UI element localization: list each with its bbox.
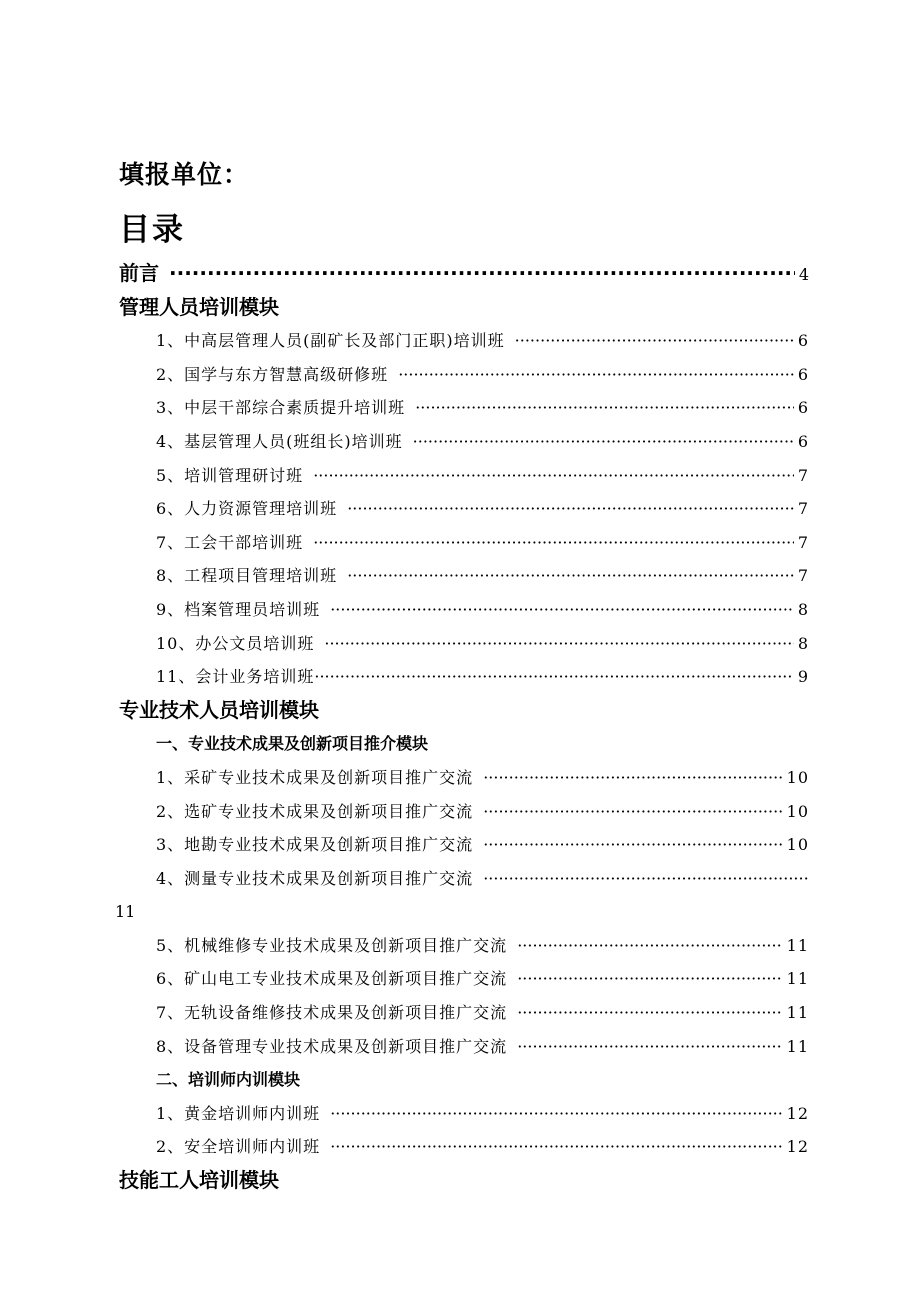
dot-leader: [483, 795, 782, 829]
toc-entry-label: 8、工程项目管理培训班: [156, 566, 338, 586]
toc-page-number: 9: [797, 667, 809, 687]
toc-page-number: 8: [797, 633, 809, 653]
toc-page-number: 8: [797, 599, 809, 619]
toc-entry-preface[interactable]: [119, 257, 809, 291]
toc-page-number: 11: [786, 1036, 809, 1056]
toc-entry-label: 2、选矿专业技术成果及创新项目推广交流: [156, 801, 474, 821]
toc-entry[interactable]: [119, 660, 809, 694]
toc-page-number: 6: [797, 398, 809, 418]
toc-page-number: 6: [797, 431, 809, 451]
toc-entry[interactable]: [119, 425, 809, 459]
toc-entry[interactable]: [119, 324, 809, 358]
dot-leader: [517, 929, 782, 963]
toc-entry[interactable]: [119, 996, 809, 1030]
toc-page-number: 7: [797, 465, 809, 485]
section-heading-label: 专业技术人员培训模块: [119, 697, 319, 722]
toc-entry[interactable]: [119, 492, 809, 526]
toc-entry[interactable]: [119, 1030, 809, 1064]
toc-entry-label: 1、采矿专业技术成果及创新项目推广交流: [156, 767, 474, 787]
toc-entry-label: 前言: [119, 261, 159, 285]
dot-leader: [347, 559, 794, 593]
toc-entry-label: 2、国学与东方智慧高级研修班: [156, 364, 389, 384]
toc-entry[interactable]: [119, 828, 809, 862]
toc-wrapped-page-number: 11: [115, 902, 136, 922]
toc-entry-label: 8、设备管理专业技术成果及创新项目推广交流: [156, 1036, 508, 1056]
toc-entry-label: 1、中高层管理人员(副矿长及部门正职)培训班: [156, 331, 505, 351]
dot-leader: [415, 391, 794, 425]
subsection-heading-label: 二、培训师内训模块: [156, 1070, 301, 1090]
toc-entry-label: 10、办公文员培训班: [156, 633, 315, 653]
toc-entry-label: 6、矿山电工专业技术成果及创新项目推广交流: [156, 969, 508, 989]
toc-entry-label: 7、工会干部培训班: [156, 532, 304, 552]
toc-section-heading[interactable]: [119, 694, 809, 728]
dot-leader: [515, 324, 794, 358]
toc-entry-label: 4、基层管理人员(班组长)培训班: [156, 431, 403, 451]
table-of-contents: [115, 257, 809, 1198]
dot-leader: [330, 1097, 782, 1131]
toc-page-number: 10: [786, 801, 809, 821]
toc-entry[interactable]: [119, 795, 809, 829]
section-heading-label: 技能工人培训模块: [119, 1168, 279, 1193]
toc-entry[interactable]: [119, 526, 809, 560]
toc-entry[interactable]: [119, 593, 809, 627]
toc-page-number: 10: [786, 835, 809, 855]
toc-entry-label: 2、安全培训师内训班: [156, 1137, 321, 1157]
dot-leader: [347, 492, 794, 526]
dot-leader: [324, 627, 793, 661]
toc-page-number: 12: [786, 1137, 809, 1157]
section-heading-label: 管理人员培训模块: [119, 294, 279, 319]
toc-page-number: 11: [786, 969, 809, 989]
dot-leader: [483, 828, 782, 862]
toc-page-number: 6: [797, 364, 809, 384]
toc-page-number: 10: [786, 767, 809, 787]
toc-entry[interactable]: [119, 929, 809, 963]
page-title: 目录: [119, 212, 185, 248]
dot-leader: [517, 996, 782, 1030]
toc-entry[interactable]: [119, 358, 809, 392]
toc-page-number: 11: [786, 935, 809, 955]
filler-unit-label: 填报单位：: [119, 160, 250, 189]
toc-subsection-heading[interactable]: [119, 727, 809, 761]
toc-page-number: 7: [797, 566, 809, 586]
dot-leader: [398, 358, 794, 392]
toc-page-number: 12: [786, 1103, 809, 1123]
dot-leader: [483, 862, 809, 896]
dot-leader: [313, 526, 794, 560]
toc-section-heading[interactable]: [119, 291, 809, 325]
toc-entry-label: 3、中层干部综合素质提升培训班: [156, 398, 406, 418]
toc-entry[interactable]: [119, 559, 809, 593]
toc-page-number: 7: [797, 499, 809, 519]
toc-section-heading[interactable]: [119, 1164, 809, 1198]
toc-entry[interactable]: [119, 862, 809, 896]
toc-page-number: 7: [797, 532, 809, 552]
toc-page-number: 11: [786, 1003, 809, 1023]
toc-entry[interactable]: [119, 761, 809, 795]
toc-entry-label: 7、无轨设备维修技术成果及创新项目推广交流: [156, 1003, 508, 1023]
dot-leader: [413, 425, 794, 459]
dot-leader: [517, 962, 782, 996]
dot-leader: [313, 459, 794, 493]
dot-leader: [169, 257, 795, 291]
toc-entry[interactable]: [119, 1130, 809, 1164]
toc-entry[interactable]: [119, 627, 809, 661]
toc-entry[interactable]: [119, 962, 809, 996]
toc-page-number: 4: [798, 265, 809, 284]
subsection-heading-label: 一、专业技术成果及创新项目推介模块: [156, 734, 429, 754]
dot-leader: [330, 1130, 782, 1164]
toc-entry[interactable]: [119, 459, 809, 493]
toc-entry[interactable]: [119, 1097, 809, 1131]
toc-page-number: 6: [797, 331, 809, 351]
dot-leader: [483, 761, 782, 795]
toc-entry-label: 6、人力资源管理培训班: [156, 499, 338, 519]
toc-entry-label: 1、黄金培训师内训班: [156, 1103, 321, 1123]
dot-leader: [330, 593, 794, 627]
dot-leader: [314, 660, 793, 694]
toc-entry-label: 3、地勘专业技术成果及创新项目推广交流: [156, 835, 474, 855]
toc-entry[interactable]: [119, 391, 809, 425]
toc-subsection-heading[interactable]: [119, 1063, 809, 1097]
toc-entry-label: 11、会计业务培训班: [156, 667, 315, 687]
toc-entry-label: 5、机械维修专业技术成果及创新项目推广交流: [156, 935, 508, 955]
toc-entry-label: 5、培训管理研讨班: [156, 465, 304, 485]
toc-entry-label: 9、档案管理员培训班: [156, 599, 321, 619]
toc-entry-label: 4、测量专业技术成果及创新项目推广交流: [156, 868, 474, 888]
dot-leader: [517, 1030, 782, 1064]
